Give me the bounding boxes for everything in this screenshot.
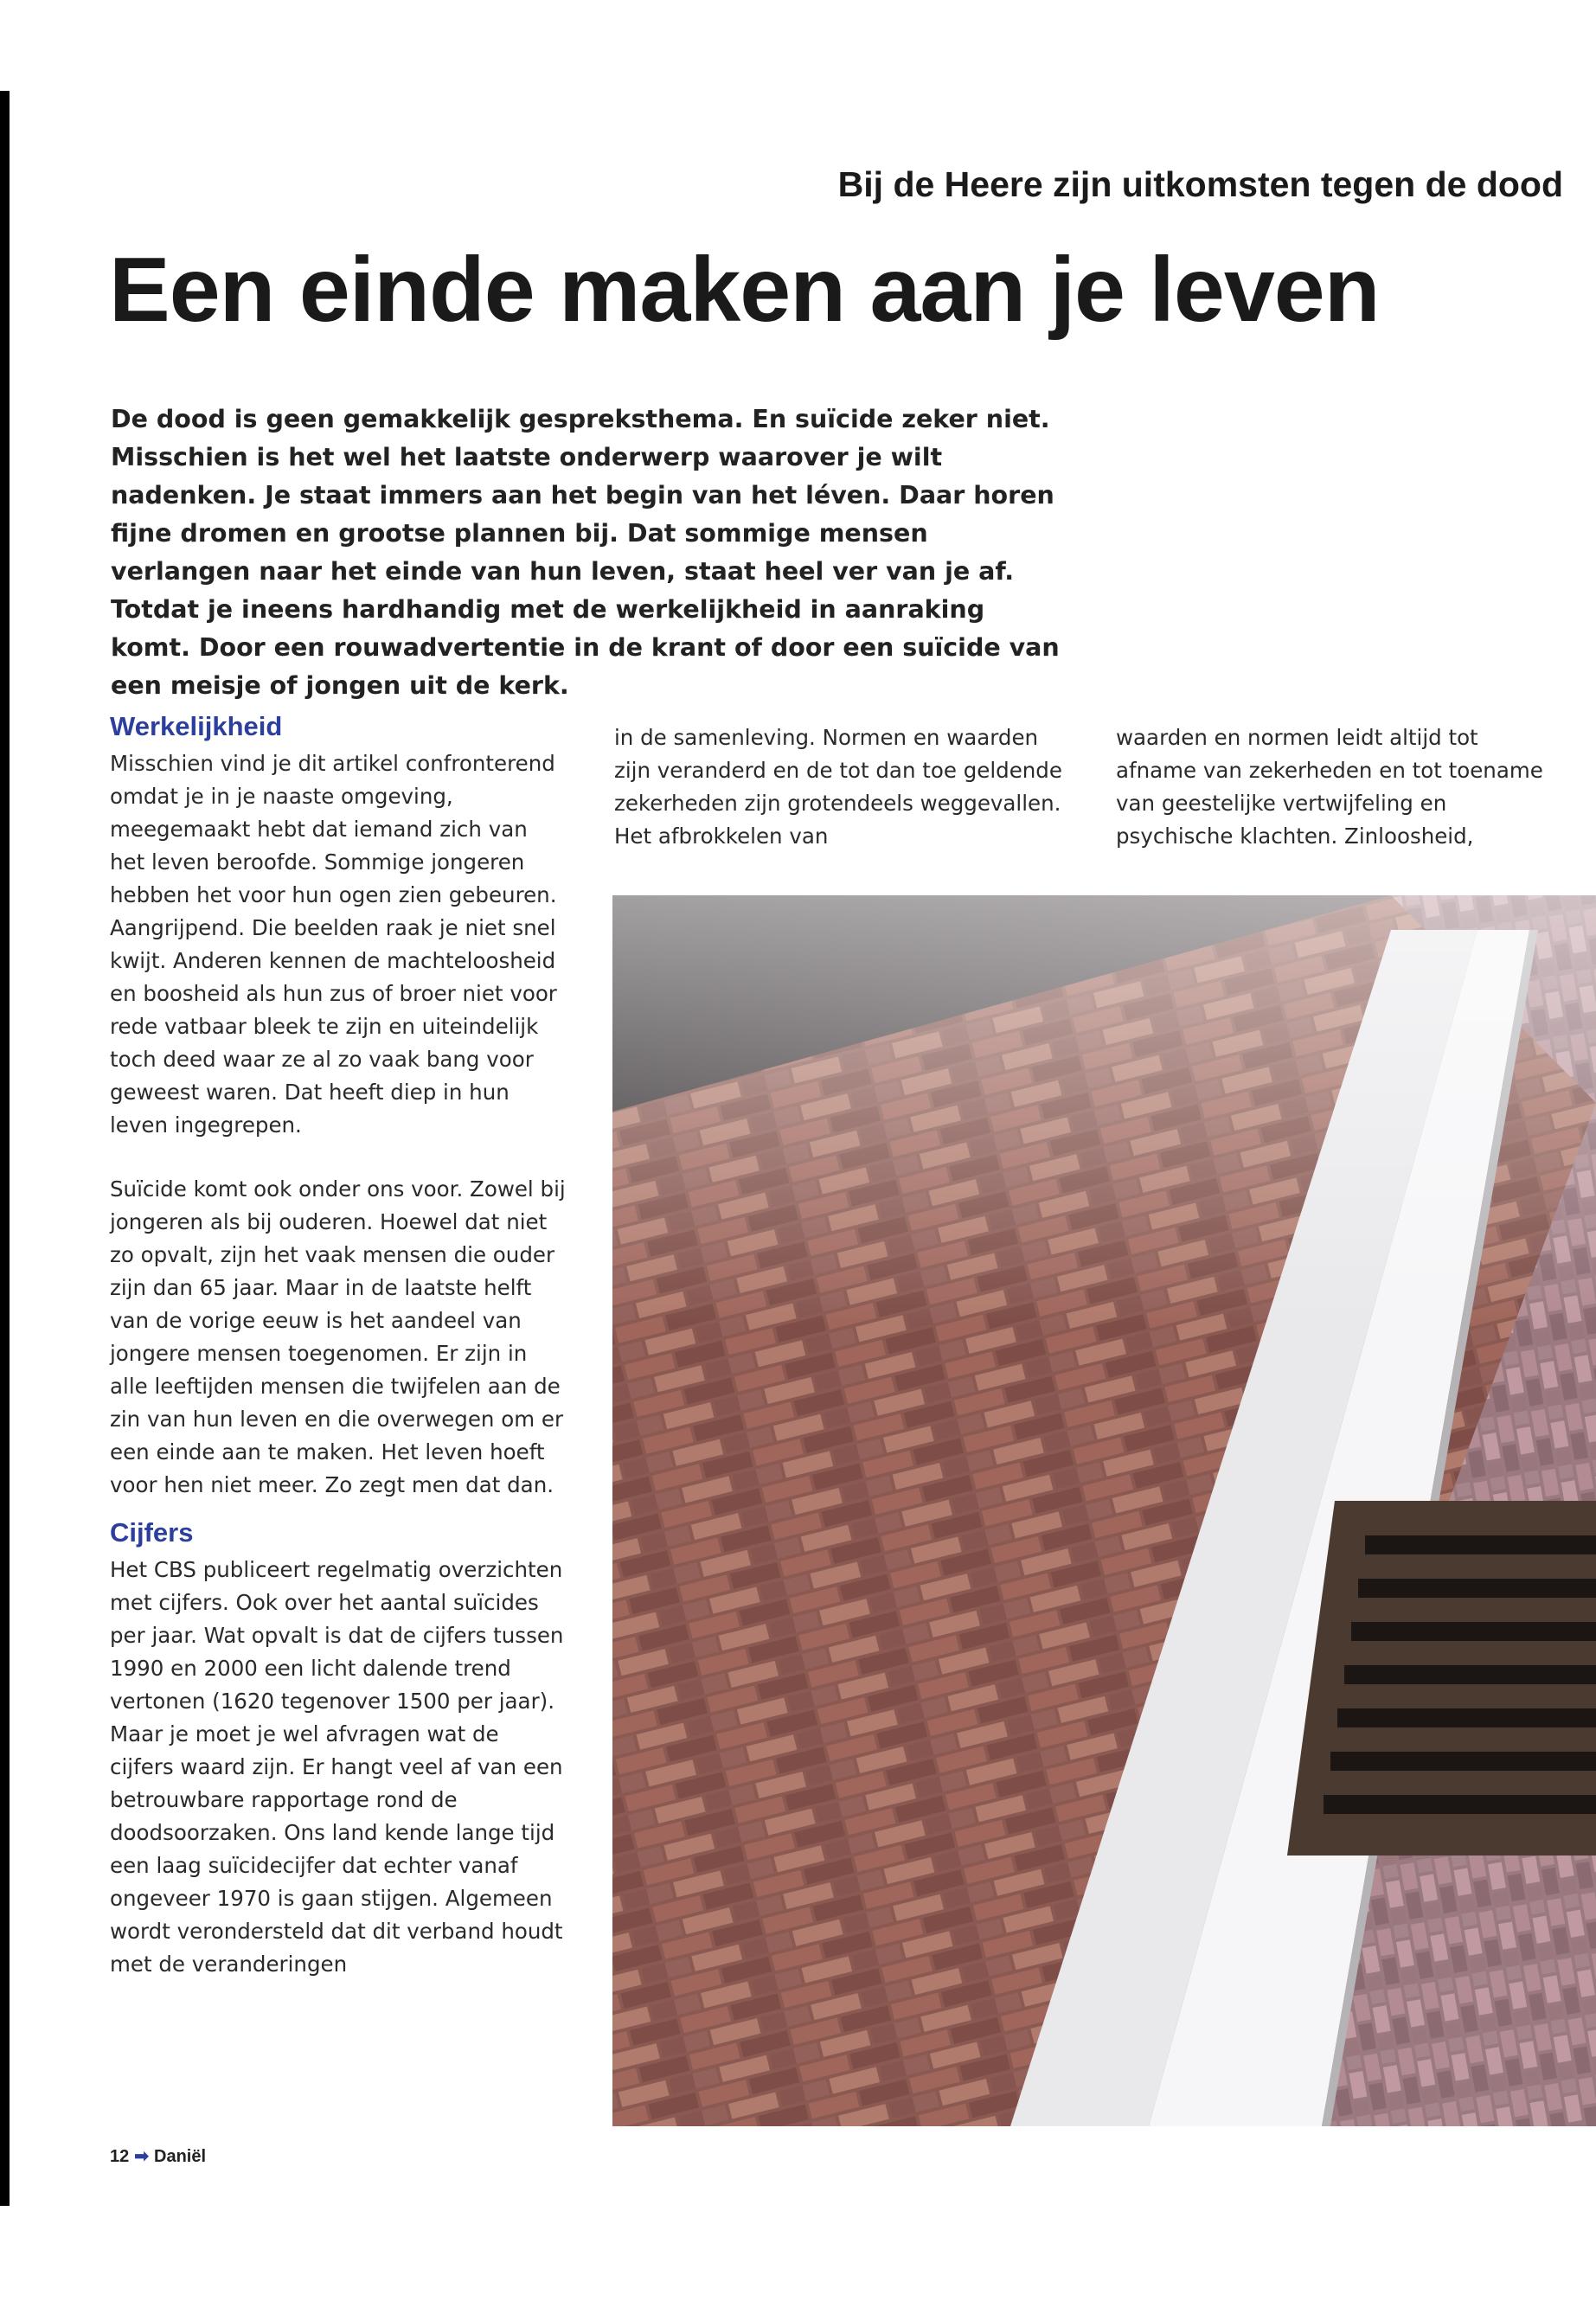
article-title: Een einde maken aan je leven — [109, 239, 1380, 341]
column-2 — [614, 721, 1064, 884]
page-edge-bar — [0, 91, 10, 2206]
page-footer — [110, 2145, 206, 2167]
street-gutter-photo — [612, 895, 1596, 2126]
section-heading-cijfers: Cijfers — [110, 1517, 194, 1548]
body-paragraph: Suïcide komt ook onder ons voor. Zowel bij jongeren als bij ouderen. Hoewel dat niet zo opvalt, zijn het vaak mensen die ouder zijn dan 65 jaar. Maar in de laatste helft van de vorige eeuw is het aandeel van jongere mensen toegenomen. Er zijn in alle leeftijden mensen die twijfelen aan de zin van hun leven en die overwegen om er een einde aan te maken. Het leven hoeft voor hen niet meer. Zo zegt men dat dan. — [110, 1176, 566, 1497]
intro-paragraph: De dood is geen gemakkelijk gespreksthema. En suïcide zeker niet. Misschien is het wel het laatste onderwerp waarover je wilt nadenken. Je staat immers aan het begin van het léven. Daar horen fijne dromen en grootse plannen bij. Dat sommige mensen verlangen naar het einde van hun leven, staat heel ver van je af. Totdat je ineens hardhandig met de werkelijkheid in aanraking komt. Door een rouwadvertentie in de krant of door een suïcide van een meisje of jongen uit de kerk. — [111, 405, 1060, 700]
body-paragraph: waarden en normen leidt altijd tot afname van zekerheden en tot toename van geestelijke vertwijfeling en psychische klachten. Zinloosheid, — [1116, 725, 1543, 849]
page-number: 12 — [110, 2147, 130, 2166]
kicker-heading: Bij de Heere zijn uitkomsten tegen de dood — [837, 164, 1563, 204]
column-3 — [1116, 721, 1548, 884]
magazine-name: Daniël — [154, 2147, 207, 2166]
body-paragraph: in de samenleving. Normen en waarden zijn veranderd en de tot dan toe geldende zekerheden zijn grotendeels weggevallen. Het afbrokkelen van — [614, 725, 1062, 849]
body-paragraph: Misschien vind je dit artikel confronterend omdat je in je naaste omgeving, meegemaakt hebt dat iemand zich van het leven beroofde. Sommige jongeren hebben het voor hun ogen zien gebeuren. Aangrijpend. Die beelden raak je niet snel kwijt. Anderen kennen de machteloosheid en boosheid als hun zus of broer niet voor rede vatbaar bleek te zijn en uiteindelijk toch deed waar ze al zo vaak bang voor geweest waren. Dat heeft diep in hun leven ingegrepen. — [110, 751, 557, 1138]
column-1 — [110, 708, 568, 2012]
section-heading-werkelijkheid: Werkelijkheid — [110, 711, 283, 741]
body-paragraph: Het CBS publiceert regelmatig overzichten met cijfers. Ook over het aantal suïcides per jaar. Wat opvalt is dat de cijfers tussen 1990 en 2000 een licht dalende trend vertonen (1620 tegenover 1500 per jaar). Maar je moet je wel afvragen wat de cijfers waard zijn. Er hangt veel af van een betrouwbare rapportage rond de doodsoorzaken. Ons land kende lange tijd een laag suïcidecijfer dat echter vanaf ongeveer 1970 is gaan stijgen. Algemeen wordt verondersteld dat dit verband houdt met de veranderingen — [110, 1557, 564, 1977]
arrow-icon: ➡ — [134, 2147, 150, 2166]
